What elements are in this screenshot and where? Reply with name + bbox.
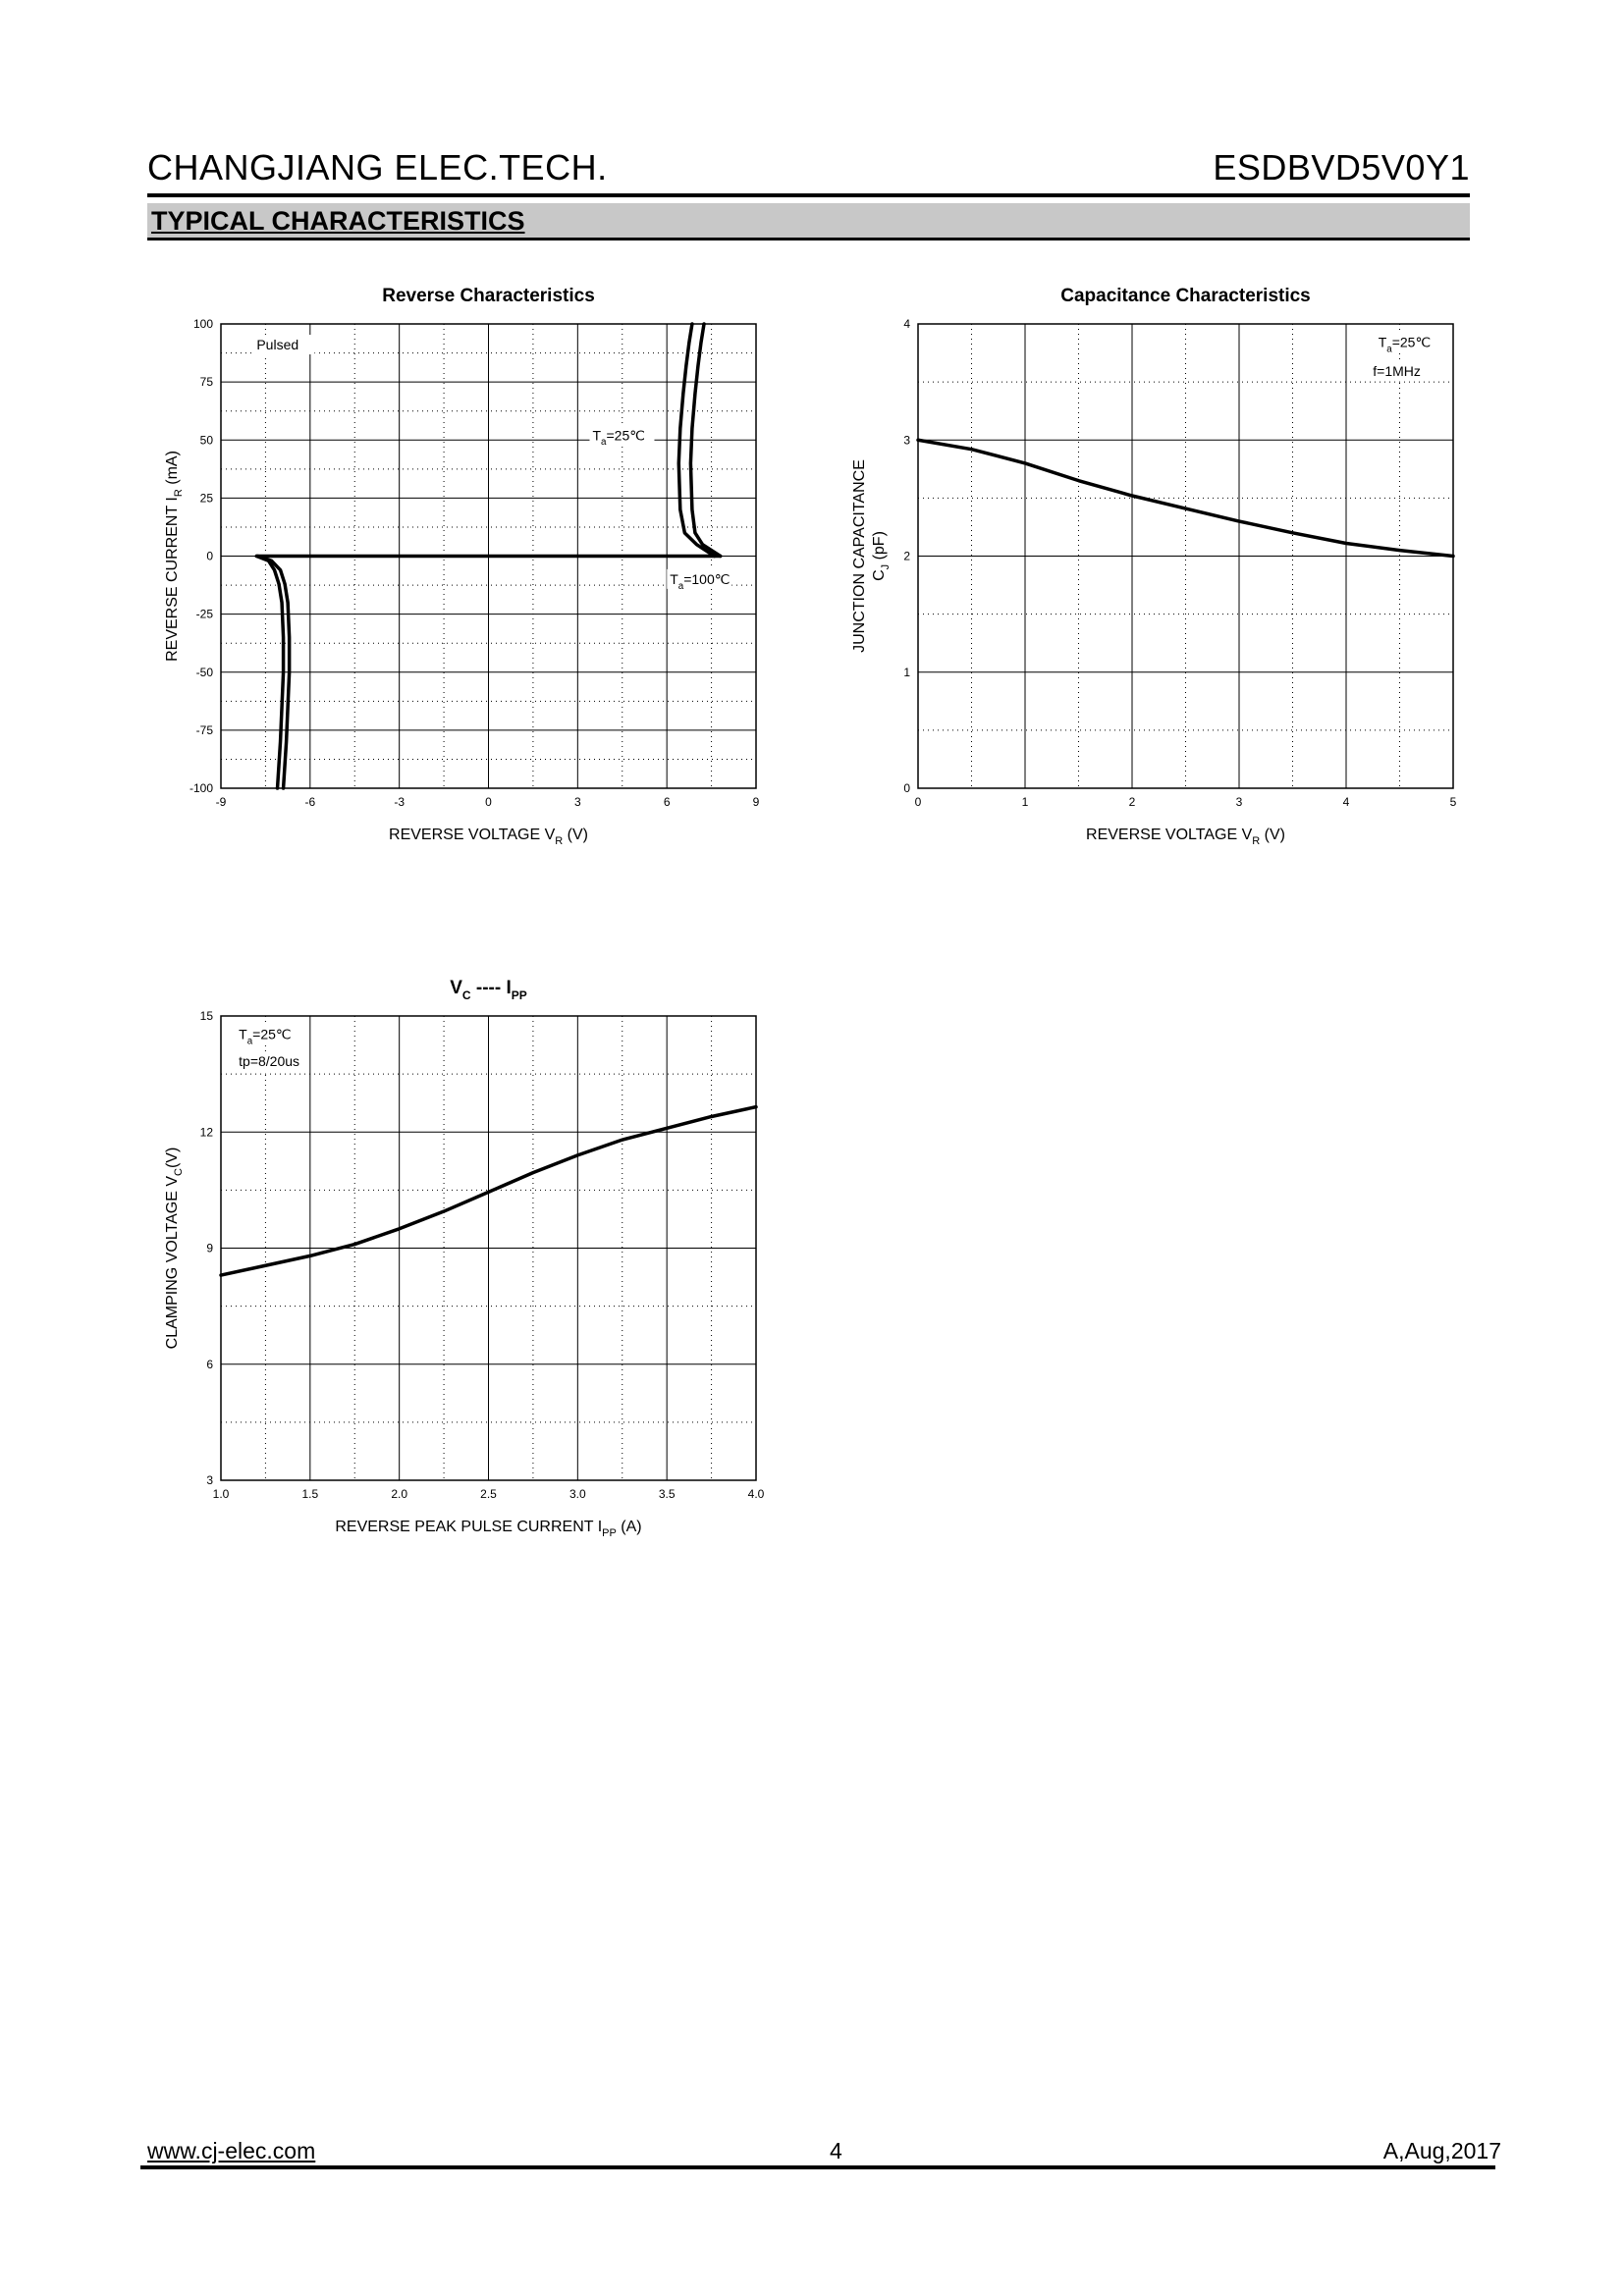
y-tick-label: 100 <box>192 317 213 331</box>
reverse-characteristics-chart <box>147 275 785 864</box>
y-tick-label: 1 <box>903 665 910 679</box>
annotation-label: tp=8/20us <box>239 1053 300 1070</box>
clamping-voltage-chart <box>147 967 785 1556</box>
y-tick-label: 4 <box>903 317 910 331</box>
x-axis-label: REVERSE VOLTAGE $V_R$ (V) <box>389 827 588 847</box>
y-tick-label: -100 <box>189 781 213 795</box>
x-axis-label: REVERSE VOLTAGE $V_R$ (V) <box>1086 827 1285 847</box>
section-title: TYPICAL CHARACTERISTICS <box>151 206 525 236</box>
footer-rule <box>140 2165 1495 2169</box>
y-tick-label: 3 <box>206 1473 213 1487</box>
y-tick-label: 0 <box>206 549 213 563</box>
x-tick-label: 1.0 <box>212 1487 230 1501</box>
y-axis-unit: $C_J$ (pF) <box>871 531 892 581</box>
annotation-label: $T_a=25℃$ <box>592 427 645 449</box>
y-axis-label: CLAMPING VOLTAGE $V_C(V)$ <box>164 1147 185 1350</box>
x-tick-label: -9 <box>215 795 227 809</box>
x-tick-label: 4.0 <box>747 1487 765 1501</box>
x-tick-label: 1.5 <box>301 1487 319 1501</box>
revision-date: A,Aug,2017 <box>1382 2138 1501 2163</box>
annotation-label: $T_a=25℃$ <box>239 1026 292 1047</box>
x-tick-label: 4 <box>1342 795 1350 809</box>
y-axis-label: JUNCTION CAPACITANCE <box>851 459 868 653</box>
y-tick-label: 9 <box>206 1241 213 1255</box>
annotation-label: $T_a=100℃$ <box>670 570 731 592</box>
page-number: 4 <box>830 2138 842 2163</box>
y-tick-label: 12 <box>199 1125 213 1140</box>
x-tick-label: 3 <box>1235 795 1243 809</box>
x-axis-label: REVERSE PEAK PULSE CURRENT $I_{PP}$ (A) <box>335 1519 642 1539</box>
chart-title: Reverse Characteristics <box>382 286 595 306</box>
annotation-label: $T_a=25℃$ <box>1378 334 1432 355</box>
y-tick-label: 50 <box>199 433 213 448</box>
y-tick-label: 75 <box>199 375 213 390</box>
chart-title: Capacitance Characteristics <box>1060 286 1311 306</box>
x-tick-label: 5 <box>1449 795 1457 809</box>
y-tick-label: -75 <box>195 722 213 737</box>
chart-title: $V_C$ ---- $I_{PP}$ <box>450 978 527 1002</box>
x-tick-label: 2.0 <box>391 1487 408 1501</box>
annotation-label: f=1MHz <box>1373 363 1421 380</box>
x-tick-label: 6 <box>663 795 671 809</box>
company-name: CHANGJIANG ELEC.TECH. <box>147 147 608 187</box>
y-tick-label: 2 <box>903 549 910 563</box>
x-tick-label: 3.5 <box>658 1487 676 1501</box>
x-tick-label: 1 <box>1021 795 1029 809</box>
header-rule <box>147 193 1470 197</box>
annotation-label: Pulsed <box>256 337 299 353</box>
y-tick-label: -50 <box>195 665 213 679</box>
x-tick-label: 2.5 <box>480 1487 497 1501</box>
y-tick-label: 15 <box>199 1009 213 1023</box>
x-tick-label: 0 <box>485 795 492 809</box>
section-bar <box>147 203 1470 240</box>
website-link[interactable]: www.cj-elec.com <box>147 2138 316 2163</box>
x-tick-label: 2 <box>1128 795 1136 809</box>
y-tick-label: 6 <box>206 1357 213 1371</box>
x-tick-label: 0 <box>914 795 922 809</box>
y-tick-label: -25 <box>195 607 213 621</box>
x-tick-label: -3 <box>394 795 406 809</box>
x-tick-label: 9 <box>752 795 760 809</box>
y-tick-label: 0 <box>903 781 910 795</box>
y-axis-label: REVERSE CURRENT $I_R$ (mA) <box>164 451 185 662</box>
part-number: ESDBVD5V0Y1 <box>1213 147 1470 187</box>
y-tick-label: 25 <box>199 491 213 506</box>
y-tick-label: 3 <box>903 433 910 448</box>
x-tick-label: 3.0 <box>568 1487 586 1501</box>
x-tick-label: -6 <box>304 795 316 809</box>
x-tick-label: 3 <box>573 795 581 809</box>
capacitance-characteristics-chart <box>844 275 1483 864</box>
